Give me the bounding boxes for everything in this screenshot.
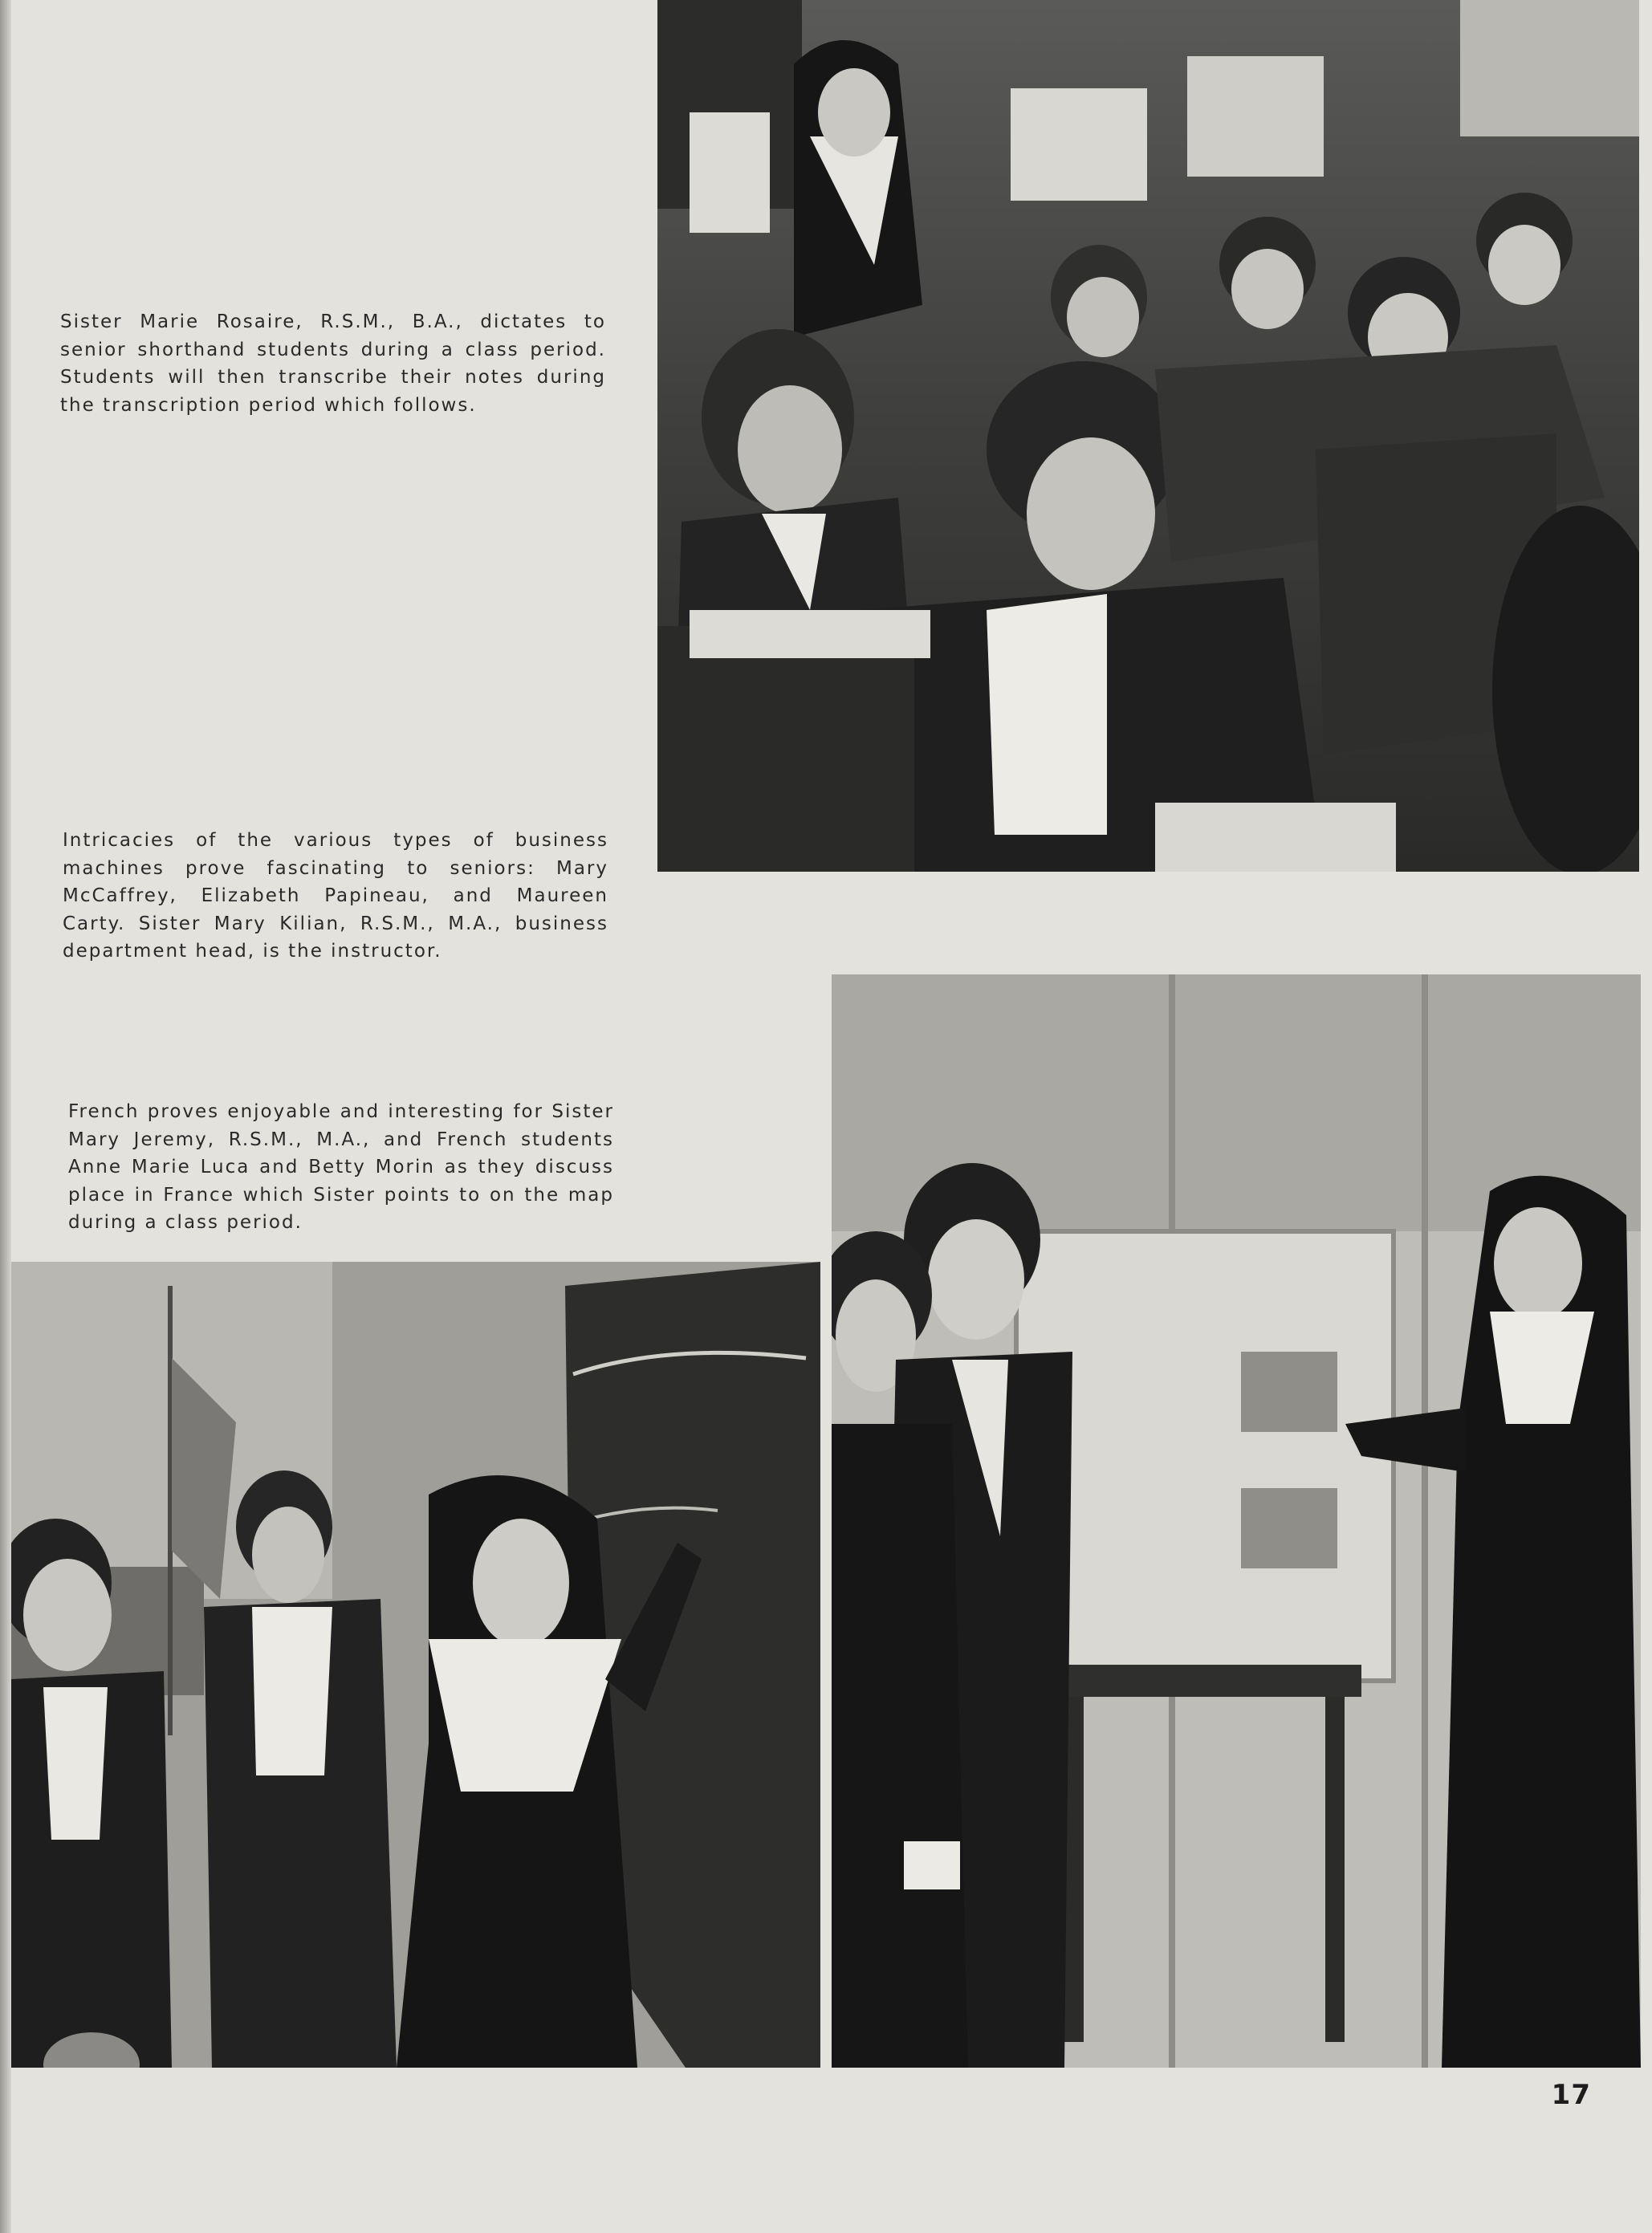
caption-business-machines: Intricacies of the various types of business machines prove fascinating to seniors: Mary McCaffrey, Elizabeth Papineau, and Maureen Carty. Sister Mary Kilian, R.S.M., M.A., business department head, is the instructor. bbox=[63, 830, 608, 962]
caption-french-class: French proves enjoyable and interesting for Sister Mary Jeremy, R.S.M., M.A., and French students Anne Marie Luca and Betty Morin as they discuss place in France which Sister points to on the map during a class period. bbox=[68, 1101, 614, 1233]
photo-business-machines bbox=[832, 974, 1641, 2068]
photo-shorthand-classroom bbox=[657, 0, 1639, 872]
page-number: 17 bbox=[1551, 2079, 1591, 2111]
page-binding-edge bbox=[0, 0, 11, 2233]
caption-shorthand-class: Sister Marie Rosaire, R.S.M., B.A., dictates to senior shorthand students during a class period. Students will then transcribe their notes during the transcription period which follows. bbox=[60, 311, 606, 416]
photo-french-class bbox=[11, 1262, 820, 2068]
